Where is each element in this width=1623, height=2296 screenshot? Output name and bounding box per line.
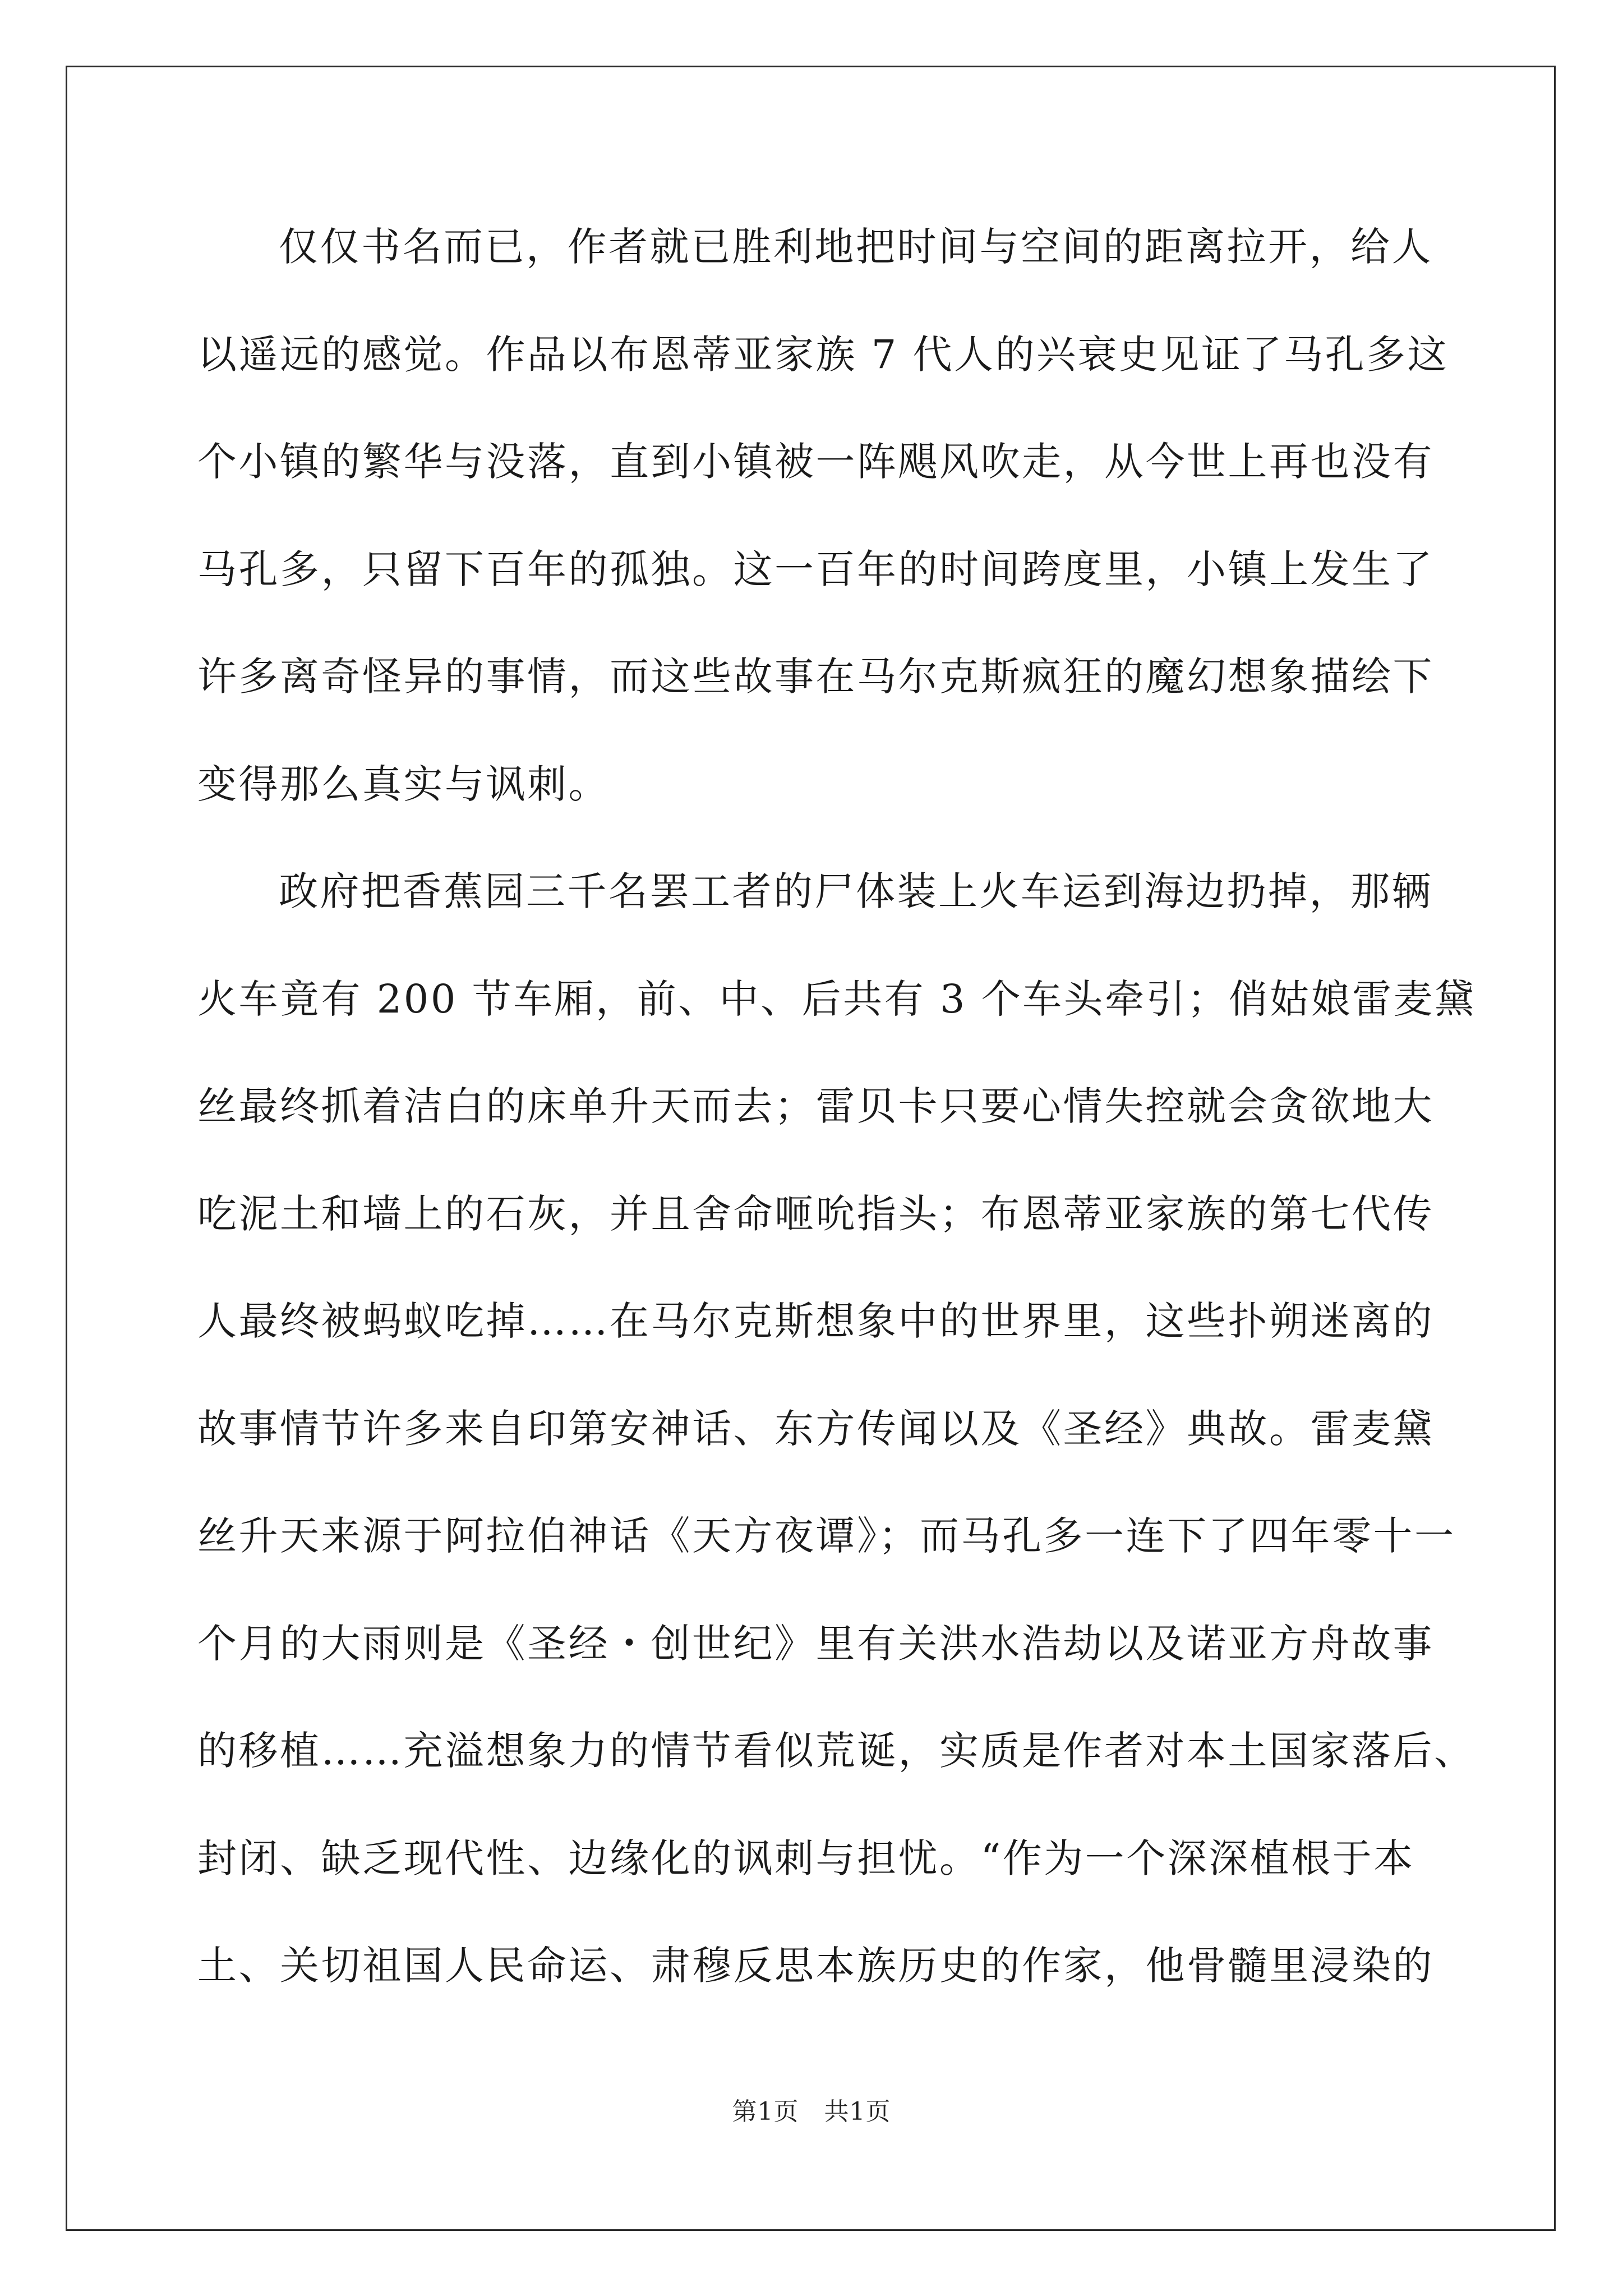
text-line: 火车竟有 200 节车厢，前、中、后共有 3 个车头牵引；俏姑娘雷麦黛 — [197, 976, 1476, 1022]
text-line: 马孔多，只留下百年的孤独。这一百年的时间跨度里，小镇上发生了 — [197, 546, 1434, 592]
text-line: 吃泥土和墙上的石灰，并且舍命咂吮指头；布恩蒂亚家族的第七代传 — [197, 1190, 1434, 1237]
text-line: 以遥远的感觉。作品以布恩蒂亚家族 7 代人的兴衰史见证了马孔多这 — [197, 331, 1449, 378]
text-line: 故事情节许多来自印第安神话、东方传闻以及《圣经》典故。雷麦黛 — [197, 1405, 1434, 1452]
text-line: 丝最终抓着洁白的床单升天而去；雷贝卡只要心情失控就会贪欲地大 — [197, 1083, 1434, 1129]
page-number-footer: 第1页 共1页 — [732, 2097, 891, 2126]
text-line: 封闭、缺乏现代性、边缘化的讽刺与担忧。“作为一个深深植根于本 — [197, 1835, 1415, 1881]
text-line: 丝升天来源于阿拉伯神话《天方夜谭》；而马孔多一连下了四年零十一 — [197, 1513, 1456, 1559]
document-body — [197, 208, 1476, 2034]
text-line: 土、关切祖国人民命运、肃穆反思本族历史的作家，他骨髓里浸染的 — [197, 1943, 1434, 1989]
text-line: 个小镇的繁华与没落，直到小镇被一阵飓风吹走，从今世上再也没有 — [197, 439, 1434, 485]
text-line: 变得那么真实与讽刺。 — [197, 761, 610, 807]
text-line: 政府把香蕉园三千名罢工者的尸体装上火车运到海边扔掉，那辆 — [279, 868, 1433, 914]
text-line: 的移植……充溢想象力的情节看似荒诞，实质是作者对本土国家落后、 — [197, 1728, 1476, 1774]
text-line: 个月的大雨则是《圣经・创世纪》里有关洪水浩劫以及诺亚方舟故事 — [197, 1620, 1434, 1667]
text-line: 许多离奇怪异的事情，而这些故事在马尔克斯疯狂的魔幻想象描绘下 — [197, 654, 1434, 700]
text-line: 人最终被蚂蚁吃掉……在马尔克斯想象中的世界里，这些扑朔迷离的 — [197, 1298, 1434, 1344]
text-line: 仅仅书名而已，作者就已胜利地把时间与空间的距离拉开，给人 — [279, 224, 1433, 270]
